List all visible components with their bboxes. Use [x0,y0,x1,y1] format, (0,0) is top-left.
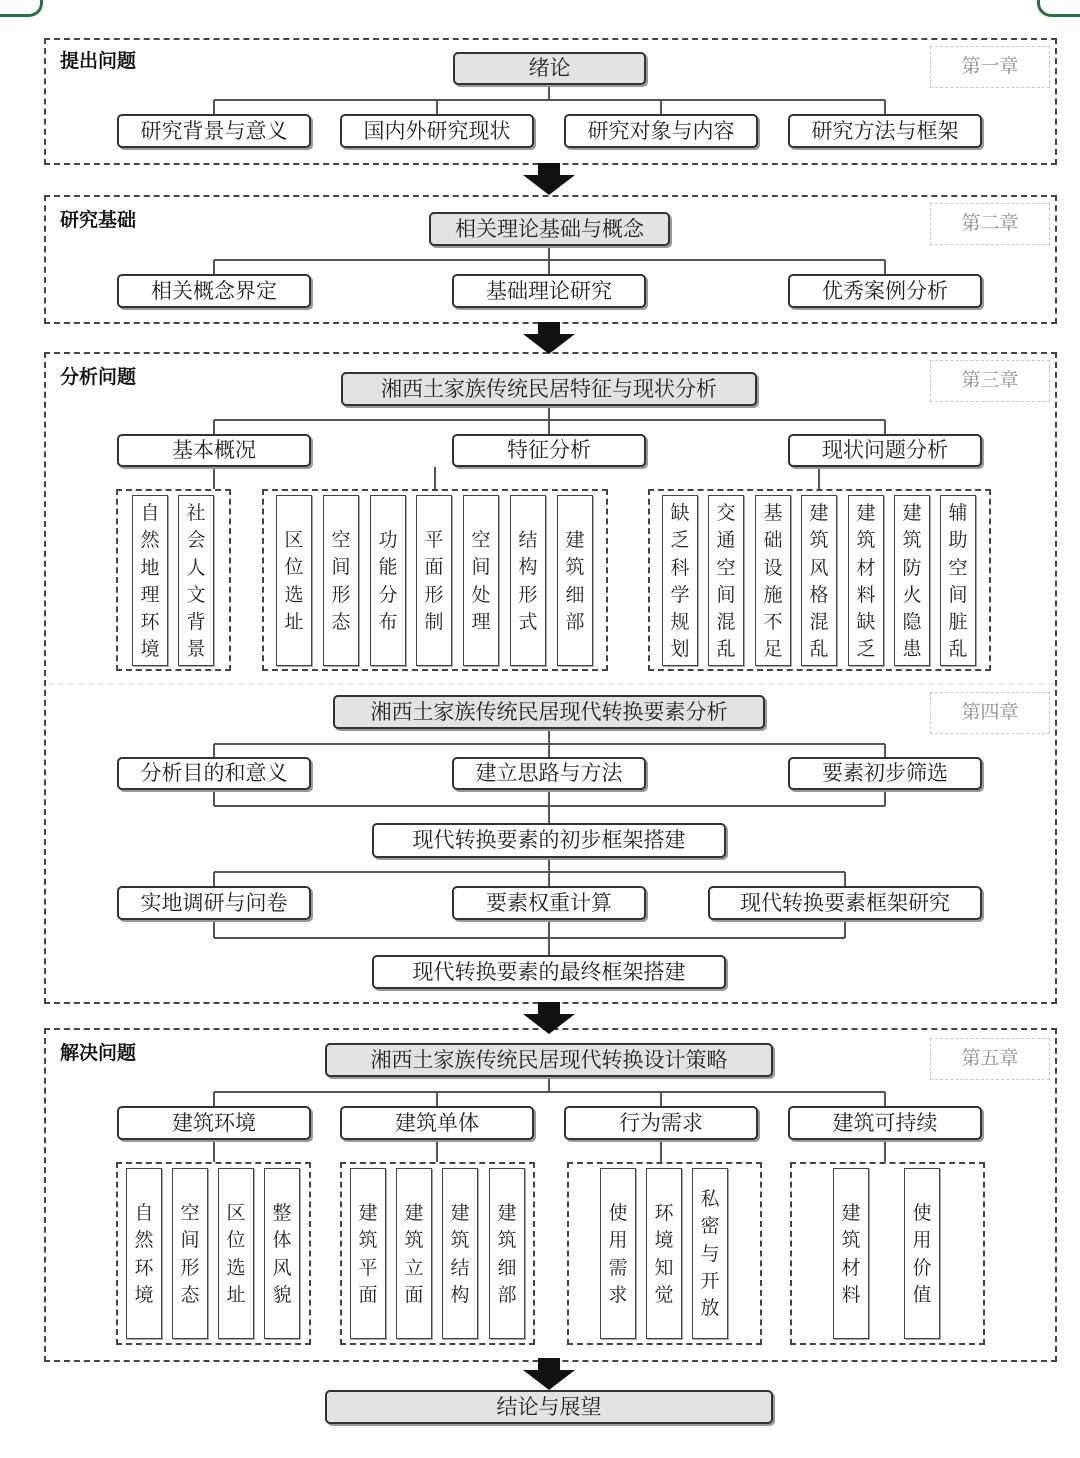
node: 优秀案例分析 [788,274,982,308]
node-initial-framework: 现代转换要素的初步框架搭建 [372,823,726,858]
node: 实地调研与问卷 [117,886,311,920]
section-label: 解决问题 [60,1042,137,1064]
node: 研究方法与框架 [788,114,982,148]
vertical-node: 缺乏科学规划 [662,495,698,666]
main-node-introduction: 绪论 [453,52,646,85]
node: 分析目的和意义 [117,757,311,790]
vertical-node: 建筑防火隐患 [894,495,930,666]
group-sustainability [790,1162,985,1345]
vertical-node: 建筑立面 [396,1168,432,1339]
category-node: 特征分析 [452,434,646,467]
vertical-node: 功能分布 [370,495,406,666]
node: 国内外研究现状 [340,114,534,148]
vertical-node: 社会人文背景 [178,495,214,666]
main-node-design-strategy: 湘西土家族传统民居现代转换设计策略 [325,1043,773,1077]
section-label: 研究基础 [60,209,137,231]
vertical-node: 建筑细部 [489,1168,525,1339]
vertical-node: 建筑细部 [557,495,593,666]
category-node: 现状问题分析 [788,434,982,467]
category-node: 建筑可持续 [788,1106,982,1140]
vertical-node: 建筑平面 [350,1168,386,1339]
vertical-node: 私密与开放 [692,1168,728,1339]
chapter-tag: 第三章 [930,360,1050,402]
vertical-node: 空间形态 [172,1168,208,1339]
vertical-node: 环境知觉 [646,1168,682,1339]
main-node-element-analysis: 湘西土家族传统民居现代转换要素分析 [333,695,765,729]
vertical-node: 使用需求 [600,1168,636,1339]
vertical-node: 建筑风格混乱 [801,495,837,666]
category-node: 行为需求 [564,1106,758,1140]
vertical-node: 空间形态 [323,495,359,666]
vertical-node: 基础设施不足 [755,495,791,666]
conclusion-node: 结论与展望 [325,1390,773,1424]
main-node-theory: 相关理论基础与概念 [429,212,670,246]
section-label: 分析问题 [60,366,137,388]
node: 建立思路与方法 [452,757,646,790]
vertical-node: 使用价值 [904,1168,940,1339]
category-node: 基本概况 [117,434,311,467]
category-node: 建筑环境 [117,1106,311,1140]
vertical-node: 结构形式 [510,495,546,666]
node: 相关概念界定 [117,274,311,308]
node: 基础理论研究 [452,274,646,308]
node: 现代转换要素框架研究 [708,886,982,920]
vertical-node: 平面形制 [416,495,452,666]
vertical-node: 空间处理 [463,495,499,666]
vertical-node: 交通空间混乱 [708,495,744,666]
vertical-node: 区位选址 [218,1168,254,1339]
chapter-tag: 第一章 [930,46,1050,88]
node: 要素权重计算 [452,886,646,920]
chapter-tag: 第二章 [930,203,1050,245]
node-final-framework: 现代转换要素的最终框架搭建 [372,955,726,989]
node: 研究背景与意义 [117,114,311,148]
chapter-tag: 第四章 [930,692,1050,734]
vertical-node: 建筑材料缺乏 [848,495,884,666]
vertical-node: 自然环境 [126,1168,162,1339]
section-label: 提出问题 [60,50,137,72]
chapter-tag: 第五章 [930,1038,1050,1080]
vertical-node: 整体风貌 [264,1168,300,1339]
vertical-node: 辅助空间脏乱 [940,495,976,666]
vertical-node: 建筑材料 [833,1168,869,1339]
node: 要素初步筛选 [788,757,982,790]
vertical-node: 区位选址 [276,495,312,666]
vertical-node: 自然地理环境 [132,495,168,666]
main-node-feature-analysis: 湘西土家族传统民居特征与现状分析 [341,372,757,406]
category-node: 建筑单体 [340,1106,534,1140]
vertical-node: 建筑结构 [442,1168,478,1339]
node: 研究对象与内容 [564,114,758,148]
